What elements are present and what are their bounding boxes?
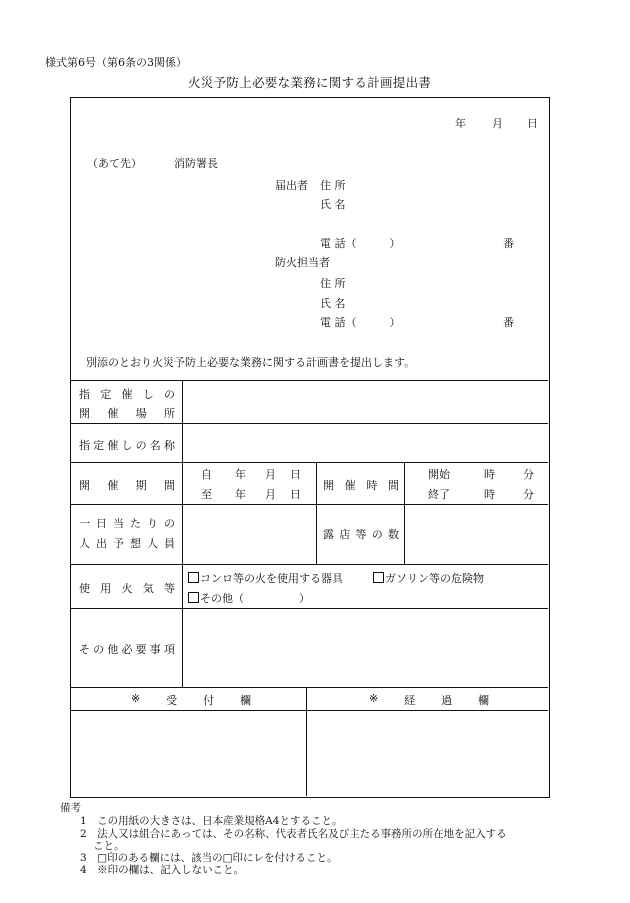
submission-statement: 別添のとおり火災予防上必要な業務に関する計画書を提出します。 <box>86 356 416 369</box>
period-to-month: 月 <box>265 488 276 501</box>
hours-end-minute: 分 <box>523 488 534 501</box>
fire-officer-phone-ban: 番 <box>503 316 514 329</box>
gasoline-option-label: ガソリン等の危険物 <box>385 572 484 585</box>
hours-start-hour: 時 <box>484 468 495 481</box>
gasoline-checkbox[interactable] <box>373 572 384 583</box>
venue-label-line2: 開 催 場 所 <box>79 407 175 420</box>
period-label: 開 催 期 間 <box>79 479 175 492</box>
applicant-phone-ban: 番 <box>503 237 514 250</box>
period-from-month: 月 <box>265 468 276 481</box>
period-from: 自 <box>201 468 212 481</box>
other-checkbox[interactable] <box>188 592 199 603</box>
progress-header: ※ 経 過 欄 <box>369 692 489 707</box>
fire-officer-name-label: 氏 名 <box>320 297 346 310</box>
applicant-address-label: 住 所 <box>320 179 346 192</box>
date-year: 年 <box>455 117 466 130</box>
addressee-prefix: （あて先） <box>87 157 142 170</box>
date-day: 日 <box>527 117 538 130</box>
form-table <box>70 97 550 798</box>
venue-label-line1: 指 定 催 し の <box>79 388 175 401</box>
period-from-day: 日 <box>290 468 301 481</box>
note-1: 1 この用紙の大きさは、日本産業規格A4とすること。 <box>80 815 343 827</box>
fire-officer-label: 防火担当者 <box>275 256 330 269</box>
stove-option-label: コンロ等の火を使用する器具 <box>200 572 343 585</box>
option-other[interactable] <box>188 590 310 606</box>
reception-cell[interactable] <box>71 711 305 796</box>
period-to-year: 年 <box>235 488 246 501</box>
period-to-day: 日 <box>290 488 301 501</box>
notes-heading: 備考 <box>60 802 81 814</box>
applicant-name-label: 氏 名 <box>320 198 346 211</box>
progress-cell[interactable] <box>307 711 547 796</box>
visitors-label-line1: 一 日 当 た り の <box>79 517 175 530</box>
note-2-cont: こと。 <box>93 840 125 852</box>
hours-end-hour: 時 <box>484 488 495 501</box>
note-3: 3 □印のある欄には、該当の□印にレを付けること。 <box>80 852 338 864</box>
document-title: 火災予防上必要な業務に関する計画提出書 <box>188 75 432 90</box>
other-option-label: その他（ ） <box>200 592 310 605</box>
applicant-phone-label: 電 話（ ） <box>320 237 401 250</box>
fire-officer-phone-label: 電 話（ ） <box>320 316 401 329</box>
addressee-name: 消防署長 <box>174 157 218 170</box>
fire-use-label: 使 用 火 気 等 <box>79 582 175 595</box>
hours-start: 開始 <box>428 468 450 481</box>
hours-start-minute: 分 <box>523 468 534 481</box>
event-name-label: 指 定 催 し の 名 称 <box>79 439 175 452</box>
stove-checkbox[interactable] <box>188 572 199 583</box>
form-number: 様式第6号（第6条の3関係） <box>45 56 187 69</box>
note-4: 4 ※印の欄は、記入しないこと。 <box>80 864 245 876</box>
applicant-label: 届出者 <box>275 179 308 192</box>
reception-header: ※ 受 付 欄 <box>131 692 251 707</box>
note-2: 2 法人又は組合にあっては、その名称、代表者氏名及び主たる事務所の所在地を記入する <box>80 828 507 840</box>
period-to: 至 <box>201 488 212 501</box>
hours-label: 開 催 時 間 <box>323 479 399 492</box>
hours-end: 終了 <box>428 488 450 501</box>
fire-officer-address-label: 住 所 <box>320 277 346 290</box>
period-from-year: 年 <box>235 468 246 481</box>
visitors-label-line2: 人 出 予 想 人 員 <box>79 537 175 550</box>
date-month: 月 <box>492 117 503 130</box>
option-gasoline[interactable] <box>373 570 484 586</box>
other-matters-label: そ の 他 必 要 事 項 <box>79 643 175 656</box>
option-stove[interactable] <box>188 570 343 586</box>
stalls-label: 露 店 等 の 数 <box>323 528 399 541</box>
